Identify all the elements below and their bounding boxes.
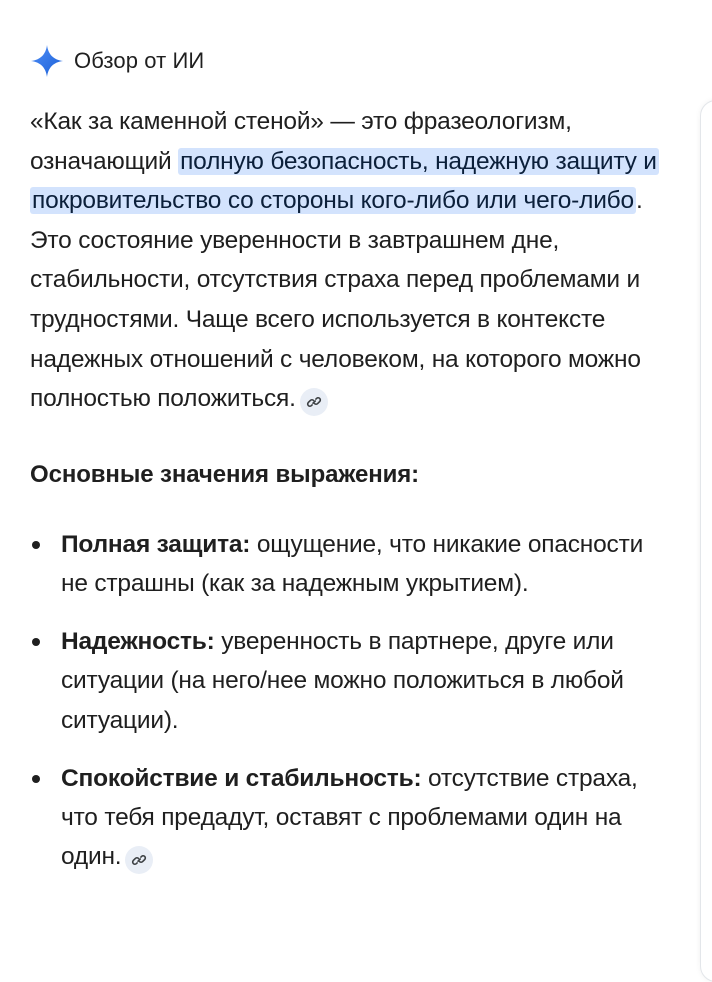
list-item	[30, 622, 670, 740]
sparkle-icon	[30, 44, 64, 78]
source-link-button[interactable]	[125, 846, 153, 874]
list-item-term: Надежность:	[61, 628, 215, 656]
meanings-list	[30, 525, 670, 877]
list-item-term: Спокойствие и стабильность:	[61, 764, 422, 792]
list-item-term: Полная защита:	[61, 530, 251, 558]
bullet	[32, 775, 40, 783]
intro-paragraph	[30, 102, 670, 419]
overview-content	[30, 102, 670, 895]
list-item-text: отсутствие страха, что тебя предадут, оставят с проблемами один на один.	[61, 764, 638, 871]
list-item	[30, 525, 670, 603]
list-item-text: ощущение, что никакие опасности не страшны (как за надежным укрытием).	[61, 530, 644, 597]
ai-overview-title: Обзор от ИИ	[74, 48, 205, 73]
source-link-button[interactable]	[300, 388, 328, 416]
link-icon	[131, 852, 147, 868]
intro-text-end: . Это состояние уверенности в завтрашнем дне, стабильности, отсутствия страха перед проблемами и трудностями. Чаще всего используется в контексте надежных отношений с человеком, на которого можно полностью положиться.	[30, 187, 643, 413]
list-item-text: уверенность в партнере, друге или ситуации (на него/нее можно положиться в любой ситуации).	[61, 628, 624, 734]
bullet	[32, 541, 40, 549]
bullet	[32, 638, 40, 646]
ai-overview-header	[30, 40, 204, 82]
link-icon	[306, 394, 322, 410]
highlighted-definition: полную безопасность, надежную защиту и покровительство со стороны кого-либо или чего-либо	[32, 147, 657, 215]
side-panel-edge	[700, 100, 712, 982]
section-heading: Основные значения выражения:	[30, 460, 420, 488]
intro-text-start: «Как за каменной стеной» — это фразеологизм, означающий	[30, 108, 572, 175]
list-item	[30, 759, 670, 877]
